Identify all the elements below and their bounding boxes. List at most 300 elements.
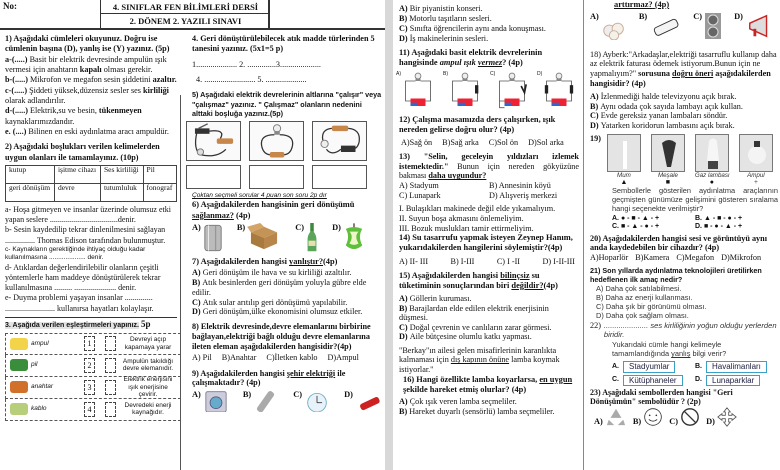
q19-option[interactable]: B. ▲ - ■ - ● - + [695,215,743,223]
q16-story-a: "Berkay"ın ailesi gelen misafirlerinin karanlıkta kalmaması için [399,345,557,365]
option-label: D) [537,70,543,77]
megaphone-icon [745,12,775,40]
q2-title: 2) Aşağıdaki boşlukları verilen kelimelerden uygun olanları ile tamamlayınız. (10p) [5,142,160,162]
q22-sentence[interactable]: ..................... ses kirliliğinin yoğun olduğu yerlerden biridir. [603,321,777,340]
option-text: Sınıfta öğrencilerin aynı anda konuşması. [409,23,546,33]
option-text: Atık sular arıtılıp geri dönüşümü yapılabilir. [202,297,348,307]
gas-lamp-icon [695,134,729,172]
simple-circuit-icon [540,71,578,111]
column-3 [396,4,579,416]
q15-option[interactable] [399,294,579,304]
q13-option[interactable]: D) Alışveriş merkezi [489,190,558,200]
option-label: C) [669,416,679,426]
column-divider-2 [583,0,584,470]
q3-answer-box[interactable] [105,358,116,373]
q9-option-b[interactable] [243,390,279,412]
option-label: D. [695,376,702,384]
exam-page-1 [0,0,385,470]
option-text: İş makinelerinin sesleri. [409,33,489,43]
q6-title [186,200,382,221]
q9-title-end: ile çalışmaktadır? (4p) [192,368,346,388]
simple-circuit-icon [399,71,437,111]
option-label: A) [590,92,601,102]
q16-option[interactable] [399,407,579,417]
column-4 [590,0,778,427]
circuit-switch-bulb-battery-icon [186,121,241,161]
q20-options [590,253,778,262]
q1-item-keyword: tükenmeyen [98,106,142,116]
q10-option[interactable] [399,14,579,24]
q15-option[interactable] [399,323,579,333]
q2-sentence-d[interactable]: d- Atıklardan değerlendirilebilir olanların çeşitli yöntemlerle ham maddeye dönüştürülerek tekrar kullanılmasına ......... ..................... denir. [5,262,161,293]
q14-option[interactable]: A) II- III [399,256,429,266]
word-cell: geri dönüşüm [6,183,55,201]
q3-match-row [5,377,181,399]
q3-left-number: 1 [84,336,95,351]
q5-answer-box-2[interactable] [249,165,304,189]
q17-option-d[interactable] [734,12,775,42]
q11-option[interactable] [537,70,578,111]
q11-title-underlined: vermez [477,58,503,68]
q3-left-item [6,381,84,393]
q7-title-text: 7) Aşağıdakilerden hangisi [192,257,287,267]
q2-word-table [5,165,177,202]
recycle-icon [605,407,627,427]
washing-machine-icon [203,390,229,412]
q17-option-b[interactable] [639,12,681,42]
q12-title: 12) Çalışma masamızda ders çalışırken, ışık nereden gelirse doğru olur? (4p) [399,114,556,134]
q8-option[interactable]: D)Ampul [327,353,359,363]
wall-clock-icon [304,390,330,412]
light-bulb-icon [739,134,773,172]
q11-circuit-options [396,70,579,111]
q19-option[interactable]: C. ■ - ▲ - ● - + [612,223,660,231]
option-text: Geri dönüşüm,ülke ekonomisini olumsuz etkiler. [202,307,363,317]
q13-option[interactable]: B) Annesinin köyü [489,181,551,191]
option-label: D) [399,33,410,43]
q18-title-b: sorusuna [638,68,670,78]
option-label: A) [399,294,410,304]
q3-left-item [6,359,84,371]
q19-item-label: Meşale [657,172,678,180]
option-label: D) [192,307,203,317]
q19-question: Sembollerle gösterilen aydınlatma araçlarının geçmişten günümüze gelişimini gösteren sıralama hangi seçenekte verilmiştir? [612,186,778,214]
q21-option[interactable]: C) Daha şık bir görünümü olması. [596,302,707,312]
q11-option[interactable] [443,70,484,111]
q5-circuit-1 [186,121,241,189]
q3-points: 5p [141,318,151,329]
option-label: C) [192,297,203,307]
battery-icon [10,359,28,371]
q23-option-d[interactable] [706,407,737,427]
q4-line-2[interactable]: 4. ......................... 5. .................... [196,74,307,84]
q4-line-1[interactable]: 1.................... 2. ..............3.................... [192,59,321,69]
q6-title-underlined: sağlanmaz? [192,210,234,220]
q22-option[interactable] [695,375,778,387]
option-label: A) [399,397,410,407]
q6-option-b[interactable] [237,223,281,251]
q19-item-symbol: + [753,178,758,187]
word-cell: kutup [6,165,55,183]
smiley-face-icon [643,407,663,427]
q20-option[interactable]: B)Kamera [635,252,670,262]
q1-item-suffix: kaynaklarımızdandır. [5,116,75,126]
q3-right-item: Ampulün takıldığı devre elemanıdır. [122,357,174,373]
q13-title-underlined: daha uygundur? [428,171,487,181]
circuit-battery-bulb-switch-icon [312,121,367,161]
option-text: Stadyumlar [623,361,675,373]
q6-points: (4p) [235,210,251,220]
switch-icon [10,381,28,393]
q3-answer-box[interactable] [105,402,116,417]
q19-item-label: Mum [617,172,631,180]
q18-option[interactable] [590,111,778,121]
q1-items [5,55,177,138]
option-label: C) [693,11,703,21]
q1-item-prefix[interactable]: c-(.....) [5,85,30,95]
cable-icon [10,403,28,415]
q15-title-b: su tüketiminin sonuçlarından biri [399,270,540,290]
q1-item-keyword: azaltır. [152,75,177,85]
q16-title [399,375,579,395]
q22-number: 22) [590,321,601,331]
q7-option[interactable] [192,278,382,298]
q1-item[interactable] [5,106,177,127]
q17-option-a[interactable] [590,12,627,42]
q11-option[interactable] [396,70,437,111]
q6-option-a[interactable] [192,223,223,253]
q1-item[interactable] [5,75,177,85]
q18-title-underlined: doğru öneri [672,68,714,78]
q14-option[interactable]: D) I-II-III [542,256,575,266]
q17-option-c[interactable] [693,12,722,42]
option-text: Hareket duyarlı (sensörlü) lamba seçmeliler. [409,406,555,416]
q12-option[interactable]: D)Sol arka [528,137,564,147]
option-text: Aile bütçesine olumlu katkı yapması. [409,332,532,342]
q5-answer-box-1[interactable] [186,165,241,189]
q1-item-keyword: kirliliği [143,85,169,95]
q20-option[interactable]: A)Hoparlör [590,252,629,262]
q1-item[interactable] [5,127,177,137]
q18-question [590,50,778,89]
exam-page-2 [393,0,780,470]
option-text: Barajlardan elde edilen elektrik enerjisinin düşmesi. [399,303,549,323]
q13-question [399,152,579,181]
q3-answer-box[interactable] [105,336,116,351]
q22-question-a: Yukarıdaki cümle hangi kelimeyle tamamlandığında [612,340,722,359]
q7-points: (4p) [323,257,338,267]
q11-option[interactable] [490,70,531,111]
q3-left-number: 2 [84,358,95,373]
q22-question-underlined: yanlış [671,349,691,359]
q7-option[interactable] [192,307,382,317]
q1-item[interactable] [5,55,177,76]
q14-options [399,257,579,267]
q19-lighting-tools [607,134,773,186]
q8-options [186,353,382,363]
q16-story-b: lamba koymak istiyorlar." [399,355,560,374]
option-label: A) [399,4,410,13]
option-label: A) [192,389,201,399]
q17-title-underlined: arttırmaz? [614,0,653,9]
q1-item-text: Elektrik,su ve besin, [30,106,99,116]
q19-option[interactable]: D. ■ - ● - ▲ - + [695,223,743,231]
q19-option[interactable]: A. ● - ■ - ▲ - + [612,215,660,223]
q9-title-underlined: şehir elektriği [286,368,336,378]
q14-statement: I. Bulaşıkları makinede değil elde yıkamalıyım. [399,204,556,214]
q2-sentence-c[interactable]: c- Kaynakların gerektiğinde ihtiyaç olduğu kadar kullanılmasına .................... denir. [5,245,146,262]
option-label: C) [590,111,601,121]
column-2 [186,34,382,412]
remote-control-icon [253,390,279,412]
q22-option[interactable] [695,361,778,373]
option-label: A) [594,416,603,426]
page-gutter [385,0,393,470]
q3-match-row [5,333,181,355]
q23-option-c[interactable] [669,407,700,427]
option-text: Bir piyanistin konseri. [409,4,483,13]
q16-option[interactable] [399,397,579,407]
q11-points: ? (4p) [502,58,523,68]
q18-option[interactable] [590,121,778,131]
word-cell: işitme cihazı [54,165,100,183]
q21-option[interactable]: A) Daha çok satılabilmesi. [596,284,682,294]
option-text: Yatarken koridorun lambasını açık bırak. [600,120,735,130]
q22-option[interactable] [612,361,695,373]
q2-sentence-a[interactable]: a- Hoşa gitmeyen ve insanlar üzerinde olumsuz etki yapan seslere ..................................denir. [5,204,171,225]
speaker-icon [704,12,722,40]
option-label: A) [192,223,201,233]
q13-option[interactable]: A) Stadyum [399,181,439,191]
q21-title: 21) Son yıllarda aydınlatma teknolojileri üretilirken hedeflenen ilk amaç nedir? [590,266,762,285]
q8-option[interactable]: A) Pil [192,353,212,363]
word-cell: tutumluluk [100,183,143,201]
cotton-ball-icon [601,12,627,40]
option-text: Doğal çevrenin ve canlıların zarar görmesi. [409,322,552,332]
q1-item-text: Basit bir elektrik devresinde ampulün ışık vermesi için anahtarın [5,54,167,74]
q5-answer-box-3[interactable] [312,165,367,189]
q17-title [590,0,778,11]
option-text: Evde gereksiz yanan lambaları söndür. [600,111,728,121]
option-label: D) [590,120,601,130]
q11-title-italic: ampul ışık [439,58,476,68]
option-label: A) [396,70,401,77]
multiple-choice-note: Çoktan seçmeli sorular 4 puan son soru 2p dır [192,191,327,199]
q15-options [399,294,579,342]
bulb-icon [10,338,28,350]
q10-option[interactable] [399,24,579,34]
exam-header [0,0,270,30]
candle-icon [607,134,641,172]
q12-option[interactable]: B)Sağ arka [442,137,479,147]
q9-option-d[interactable] [344,390,383,412]
option-label: C. [612,376,619,384]
q16-title-text: 16) Hangi özellikte lamba koyarlarsa, [403,374,538,384]
q15-option[interactable] [399,304,579,323]
q10-options [399,4,579,43]
q21-option[interactable]: D) Daha çok sağlam olması. [596,311,689,321]
q2-sentence-e[interactable]: e- Duyma problemi yaşayan insanlar .............. [5,293,153,303]
q3-right-item: Devredeki enerji kaynağıdır. [124,401,172,417]
q3-left-item [6,403,84,415]
q2-sentences [5,205,177,314]
option-text: İzlenmediği halde televizyonu açık bırak. [600,92,737,102]
q12-option[interactable]: C)Sol ön [488,137,519,147]
q14-option[interactable]: C) I -II [496,256,521,266]
q19-item-label: Ampul [747,172,765,180]
option-label: B) [632,416,642,426]
q6-option-c[interactable] [295,223,318,253]
q2-sentence-e-cont[interactable]: ......................... kullanırsa hayatları kolaylaşır. [5,303,154,313]
q22-question [590,341,778,359]
option-text: Lunaparklar [706,375,760,387]
q3-matching-grid [5,333,181,421]
q18-title-c: aşağıdakilerden hangisidir? (4p) [590,68,771,88]
q3-left-label: pil [31,361,38,369]
q1-item-prefix[interactable]: e. (....) [5,126,29,136]
q9-option-a[interactable] [192,390,229,412]
option-label: B) [192,277,203,287]
q9-title-text: 9) Aşağıdakilerden hangisi [192,368,285,378]
q3-title: 3. Aşağıda verilen eşleştirmeleri yapınız. [5,321,139,329]
q22-sentence-row [590,321,778,339]
q1-item-text: Şiddeti yüksek,düzensiz sesler ses [29,85,144,95]
q15-title-a: 15) Aşağıdakilerden hangisi [399,270,499,280]
q14-statement: III. Bozuk muslukları tamir ettirmeliyim. [399,223,534,233]
exam-title-term: 2. DÖNEM 2. YAZILI SINAVI [100,14,270,29]
q16-title-end: şekilde hareket etmiş olurlar? (4p) [403,384,527,394]
q1-item-suffix: olarak adlandırılır. [5,95,66,105]
q21-option[interactable]: B) Daha az enerji kullanması. [596,293,693,303]
q8-option[interactable]: B)Anahtar [221,353,257,363]
option-label: B) [242,389,252,399]
q7-option[interactable] [192,268,382,278]
q20-option[interactable]: C)Megafon [676,252,715,262]
q3-left-number: 3 [84,380,95,395]
q9-option-c[interactable] [293,390,330,412]
q1-item-prefix[interactable]: a-(.....) [5,54,30,64]
option-label: C) [293,389,303,399]
option-label: B) [590,101,601,111]
q19-item [651,134,685,186]
word-cell: Ses kirliliği [100,165,143,183]
option-label: D) [706,416,715,426]
q5-circuit-3 [312,121,367,189]
q1-item-prefix[interactable]: b-(.....) [5,75,31,85]
q1-item-text: Bilinen en eski aydınlatma aracı ampuldür. [28,126,169,136]
option-text: Havalimanları [706,361,767,373]
option-text: Kütüphaneler [623,375,683,387]
word-cell: fonograf [143,183,176,201]
option-text: Çok ışık veren lamba seçmeliler. [409,397,517,407]
q8-option[interactable]: C)İletken kablo [266,353,318,363]
q7-title-underlined: yanlıştır? [289,257,324,267]
q23-option-b[interactable] [633,407,663,427]
q14-statement: II. Suyun boşa akmasını önlemeliyim. [399,214,524,224]
flashlight-icon [355,390,383,412]
q2-sentence-b[interactable]: b- Sesin kaydedilip tekrar dinlenilmesini sağlayan ............... Thomas Edison tarafından bulunmuştur. [5,225,166,245]
q13-options [399,181,579,200]
q23-options [590,407,778,427]
q8-title: 8) Elektrik devresinde,devre elemanlarını birbirine bağlayan,elektriği bağlı olduğu devre elemanlarına ileten eleman aşağıdakilerden hangisidir?(4p) [192,322,371,351]
q15-points: (4p) [543,280,558,290]
q6-option-d[interactable] [332,223,365,253]
q14-option[interactable]: B) I-III [450,256,475,266]
option-label: B) [236,223,246,233]
simple-circuit-icon [493,71,531,111]
q3-section [5,317,177,421]
q18-option[interactable] [590,92,778,102]
torch-icon [651,134,685,172]
q13-body: Bunun için nereden gökyüzüne bakması [399,161,579,181]
option-label: A) [590,11,599,21]
q23-option-a[interactable] [594,407,627,427]
q21-options [590,284,778,320]
q16-story-underlined: dış kapının önüne [450,355,510,365]
q3-answer-box[interactable] [105,380,116,395]
q18-option[interactable] [590,102,778,112]
q1-item-keyword: kapalı [79,64,104,74]
option-label: A. [612,362,619,370]
simple-circuit-icon [446,71,484,111]
option-text: Göllerin kuruması. [409,294,472,304]
option-label: B) [443,70,448,77]
option-label: C) [399,23,410,33]
usb-flash-drive-icon [649,12,681,40]
option-text: Aynı odada çok sayıda lambayı açık kullan. [600,101,743,111]
q13-option[interactable]: C) Lunapark [399,190,441,200]
q15-title-underlined-2: değildir? [511,280,544,290]
q1-item[interactable] [5,86,177,107]
option-text: Motorlu taşıtların sesleri. [409,13,492,23]
q12-option[interactable]: A)Sağ ön [401,137,433,147]
student-no-label: No: [3,1,17,11]
q16-options [399,397,579,416]
q10-option[interactable] [399,4,579,14]
q1-item-prefix[interactable]: d-(.....) [5,106,31,116]
option-label: B) [399,406,410,416]
q9-options [186,390,382,412]
q12-options [399,138,579,148]
option-label: D) [344,389,353,399]
q1-item-suffix: olması gerekir. [103,64,153,74]
q7-title [186,257,382,268]
q7-option[interactable] [192,298,382,308]
q19-item-label: Gaz lambası [694,172,730,180]
option-text: Geri dönüşüm ile hava ve su kirliliği azaltılır. [202,268,352,277]
q17-points: (4p) [654,0,670,9]
word-cell: Pil [143,165,176,183]
option-label: C) [490,70,496,77]
q13-title: 13) "Selin, geceleyin yıldızları izlemek istemektedir." [399,152,579,171]
q15-option[interactable] [399,332,579,342]
q22-option[interactable] [612,375,695,387]
q15-title [399,271,579,291]
q9-title [186,369,382,388]
option-label: D) [332,223,341,233]
q10-option[interactable] [399,34,579,44]
q20-option[interactable]: D)Mikrofon [721,252,762,262]
q7-options [186,268,382,317]
q3-left-item [6,338,84,350]
q3-left-label: kablo [31,405,47,413]
column-1 [5,34,177,421]
q19-options [590,215,778,232]
option-label: B) [638,11,648,21]
glass-bottle-icon [306,223,318,253]
q19-images [590,134,778,186]
q16-title-underlined: en uygun [539,374,573,384]
